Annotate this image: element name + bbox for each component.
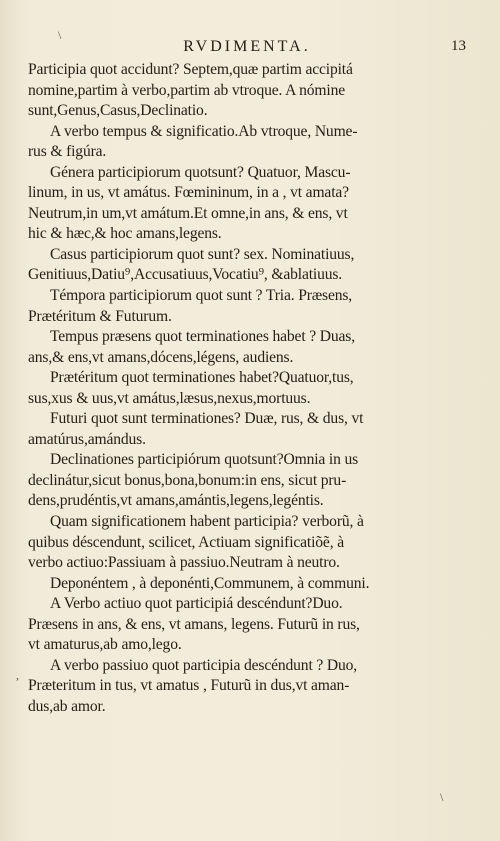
text-line: Declinationes participiórum quotsunt?Omnia in us <box>50 451 359 469</box>
text-line: Génera participiorum quotsunt? Quatuor, Mascu- <box>50 163 351 181</box>
text-line: Prætéritum quot terminationes habet?Quatuor,tus, <box>50 369 354 387</box>
text-line: declinátur,sicut bonus,bona,bonum:in ens, sicut pru- <box>28 471 347 489</box>
running-title: RVDIMENTA. <box>183 38 311 55</box>
text-line: dens,prudéntis,vt amans,amántis,legens,legéntis. <box>28 492 324 510</box>
text-line: Casus participiorum quot sunt? sex. Nominatiuus, <box>50 245 355 263</box>
page-header <box>28 38 466 58</box>
body-text <box>28 60 466 718</box>
text-line: Præsens in ans, & ens, vt amans, legens. Futurũ in rus, <box>28 615 360 633</box>
text-line: Neutrum,in um,vt amátum.Et omne,in ans, & ens, vt <box>28 204 348 222</box>
stray-mark: , <box>16 668 19 682</box>
text-line: Participia quot accidunt? Septem,quæ partim accipitá <box>28 61 353 78</box>
text-line: Quam significationem habent participia? verborũ, à <box>50 513 364 531</box>
text-line: linum, in us, vt amátus. Fœmininum, in a , vt amata? <box>28 184 349 202</box>
text-line: rus & figúra. <box>28 143 107 161</box>
text-line: sus,xus & uus,vt amátus,læsus,nexus,mortuus. <box>28 389 311 407</box>
text-line: quibus déscendunt, scilicet, Actiuam significatiõẽ, à <box>28 533 344 551</box>
text-line: A Verbo actiuo quot participiá descéndunt?Duo. <box>50 595 343 613</box>
text-line: Deponéntem , à deponénti,Communem, à communi. <box>50 574 370 592</box>
text-line: Tempus præsens quot terminationes habet ? Duas, <box>50 328 355 346</box>
text-line: hic & hæc,& hoc amans,legens. <box>28 225 222 243</box>
text-line: verbo actiuo:Passiuam à passiuo.Neutram à neutro. <box>28 554 340 572</box>
text-line: Genitiuus,Datiu⁹,Accusatiuus,Vocatiu⁹, &ablatiuus. <box>28 266 343 284</box>
text-line: sunt,Genus,Casus,Declinatio. <box>28 102 208 120</box>
text-line: Præteritum in tus, vt amatus , Futurũ in dus,vt aman- <box>28 677 350 695</box>
text-line: amatúrus,amándus. <box>28 430 146 448</box>
text-line: vt amaturus,ab amo,lego. <box>28 636 182 654</box>
text-line: A verbo passiuo quot participia descéndunt ? Duo, <box>50 656 358 674</box>
text-line: Futuri quot sunt terminationes? Duæ, rus, & dus, vt <box>50 410 364 428</box>
text-line: A verbo tempus & significatio.Ab vtroque, Nume- <box>50 122 358 140</box>
text-line: Témpora participiorum quot sunt ? Tria. Præsens, <box>50 287 353 305</box>
text-line: nomine,partim à verbo,partim ab vtroque. A nómine <box>28 81 346 99</box>
stray-mark: \ <box>58 28 62 42</box>
text-line: ans,& ens,vt amans,dócens,légens, audiens. <box>28 348 294 366</box>
text-line: Prætéritum & Futurum. <box>28 307 172 325</box>
text-line: dus,ab amor. <box>28 697 106 715</box>
stray-mark: \ <box>440 790 444 804</box>
page-number: 13 <box>451 38 466 54</box>
